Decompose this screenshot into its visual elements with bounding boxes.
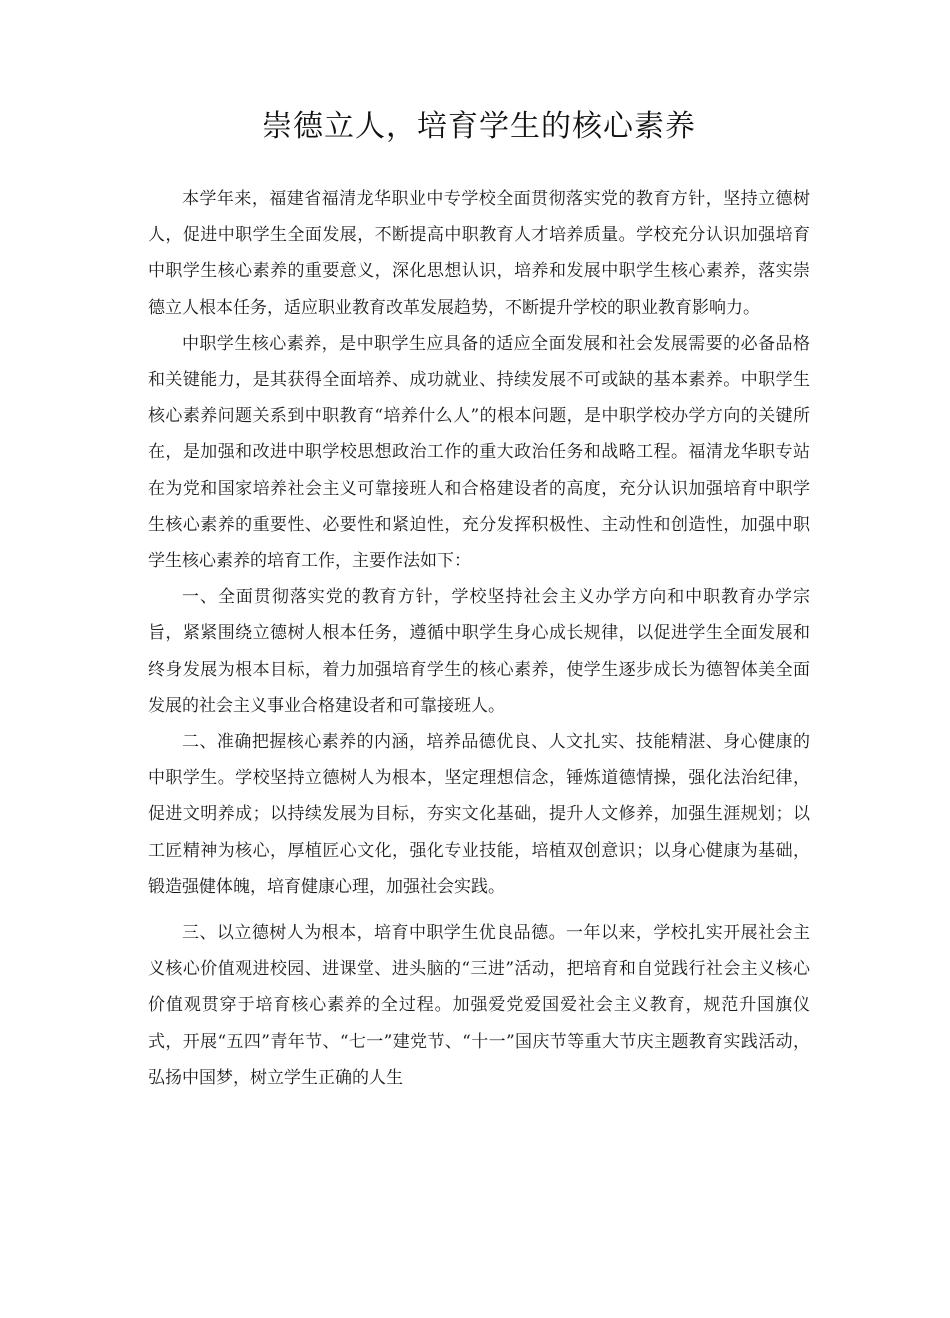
paragraph-core-literacy-definition: 中职学生核心素养，是中职学生应具备的适应全面发展和社会发展需要的必备品格和关键能力，是其获得全面培养、成功就业、持续发展不可或缺的基本素养。中职学生核心素养问题关系到中职教育“培养什么人”的根本问题，是中职学校办学方向的关键所在，是加强和改进中职学校思想政治工作的重大政治任务和战略工程。福清龙华职专站在为党和国家培养社会主义可靠接班人和合格建设者的高度，充分认识加强培育中职学生核心素养的重要性、必要性和紧迫性，充分发挥积极性、主动性和创造性，加强中职学生核心素养的培育工作，主要作法如下：: [148, 333, 810, 572]
paragraph-point-one: 一、全面贯彻落实党的教育方针，学校坚持社会主义办学方向和中职教育办学宗旨，紧紧围绕立德树人根本任务，遵循中职学生身心成长规律，以促进学生全面发展和终身发展为根本目标，着力加强培育学生的核心素养，使学生逐步成长为德智体美全面发展的社会主义事业合格建设者和可靠接班人。: [148, 587, 810, 716]
document-title: 崇德立人，培育学生的核心素养: [262, 109, 696, 144]
paragraph-point-three: 三、以立德树人为根本，培育中职学生优良品德。一年以来，学校扎实开展社会主义核心价值观进校园、进课堂、进头脑的“三进”活动，把培育和自觉践行社会主义核心价值观贯穿于培育核心素养的全过程。加强爱党爱国爱社会主义教育，规范升国旗仪式，开展“五四”青年节、“七一”建党节、“十一”国庆节等重大节庆主题教育实践活动，弘扬中国梦，树立学生正确的人生: [148, 923, 810, 1088]
paragraph-point-two: 二、准确把握核心素养的内涵，培养品德优良、人文扎实、技能精湛、身心健康的中职学生。学校坚持立德树人为根本，坚定理想信念，锤炼道德情操，强化法治纪律，促进文明养成；以持续发展为目标，夯实文化基础，提升人文修养，加强生涯规划；以工匠精神为核心，厚植匠心文化，强化专业技能，培植双创意识；以身心健康为基础，锻造强健体魄，培育健康心理，加强社会实践。: [148, 732, 810, 897]
paragraph-intro: 本学年来，福建省福清龙华职业中专学校全面贯彻落实党的教育方针，坚持立德树人，促进中职学生全面发展，不断提高中职教育人才培养质量。学校充分认识加强培育中职学生核心素养的重要意义，深化思想认识，培养和发展中职学生核心素养，落实崇德立人根本任务，适应职业教育改革发展趋势，不断提升学校的职业教育影响力。: [148, 189, 810, 318]
